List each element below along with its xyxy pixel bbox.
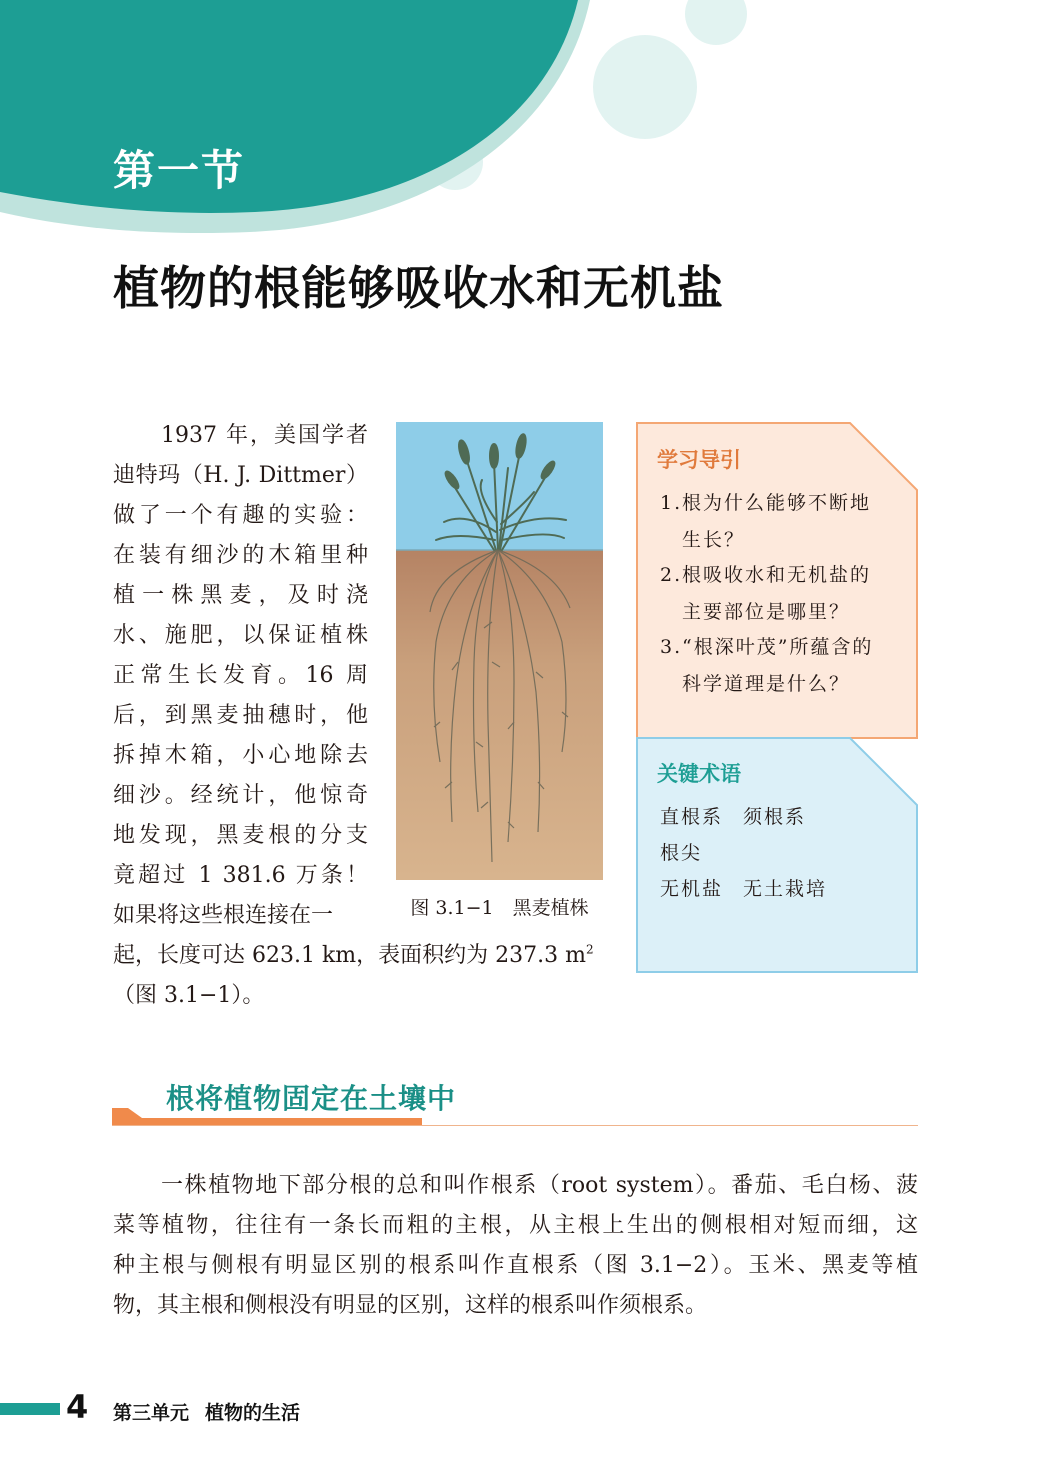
question-text-cont: 主要部位是哪里？ [682,601,851,623]
key-term: 无土栽培 [743,878,828,900]
rye-plant-figure [396,422,603,880]
intro-line: 拆掉木箱，小心地除去 [113,743,368,768]
section-label: 第一节 [113,146,246,195]
figure-caption: 图 3.1−1 黑麦植株 [410,897,589,919]
soil-background [396,550,603,880]
study-question [660,629,910,703]
key-term: 须根系 [743,806,807,828]
unit-title: 植物的生活 [205,1402,301,1424]
question-number: 1. [660,492,683,514]
study-guide-heading: 学习导引 [657,448,741,472]
body-line: 一株植物地下部分根的总和叫作根系（root system）。番茄、毛白杨、菠 [161,1173,918,1198]
unit-label: 第三单元 [113,1402,190,1424]
key-term: 根尖 [660,842,703,864]
question-text: “根深叶茂”所蕴含的 [682,636,874,658]
intro-line: 水、施肥，以保证植株 [113,623,368,648]
question-text-cont: 生长？ [682,529,746,551]
intro-line: 如果将这些根连接在一 [113,903,334,928]
intro-line: 竟超过 1 381.6 万条！ [113,863,368,888]
intro-line: 植一株黑麦，及时浇 [113,583,368,608]
page-number: 4 [66,1388,89,1426]
intro-line: 迪特玛（H. J. Dittmer） [113,463,368,488]
intro-line: 地发现，黑麦根的分支 [113,823,368,848]
intro-line-text: 起，长度可达 623.1 km，表面积约为 237.3 m [113,943,586,968]
subsection-heading: 根将植物固定在土壤中 [166,1082,457,1115]
question-number: 3. [660,636,683,658]
body-line: 物，其主根和侧根没有明显的区别，这样的根系叫作须根系。 [113,1293,708,1318]
intro-line-wide [113,936,613,976]
body-line: 菜等植物，往往有一条长而粗的主根，从主根上生出的侧根相对短而细，这 [113,1213,918,1238]
key-terms-heading: 关键术语 [657,762,741,786]
key-terms-row [660,799,826,835]
key-terms-row [660,871,847,907]
question-text: 根为什么能够不断地 [682,492,872,514]
study-question [660,485,910,559]
intro-line: 做了一个有趣的实验： [113,503,368,528]
key-terms-row [660,835,722,871]
intro-line: 后，到黑麦抽穗时，他 [113,703,368,728]
superscript-2: 2 [586,942,594,957]
chapter-title: 植物的根能够吸收水和无机盐 [113,261,724,315]
question-text-cont: 科学道理是什么？ [682,673,851,695]
footer-unit [113,1398,300,1425]
intro-paragraph [113,416,368,896]
body-paragraph [113,1166,918,1326]
key-term: 直根系 [660,806,724,828]
decor-circle-tiny [685,0,747,45]
body-line: 种主根与侧根有明显区别的根系叫作直根系（图 3.1−2）。玉米、黑麦等植 [113,1253,918,1278]
intro-line: 1937 年，美国学者 [161,423,368,448]
key-term: 无机盐 [660,878,724,900]
decor-circle-large [593,35,697,139]
intro-line: 正常生长发育。16 周 [113,663,368,688]
decor-arc-teal [0,0,578,213]
header-decoration [0,0,1048,260]
intro-line: 在装有细沙的木箱里种 [113,543,368,568]
intro-line: 细沙。经统计，他惊奇 [113,783,368,808]
footer-teal-bar [0,1403,60,1415]
study-question [660,557,910,631]
intro-line: （图 3.1−1）。 [113,983,265,1008]
question-text: 根吸收水和无机盐的 [682,564,872,586]
question-number: 2. [660,564,683,586]
